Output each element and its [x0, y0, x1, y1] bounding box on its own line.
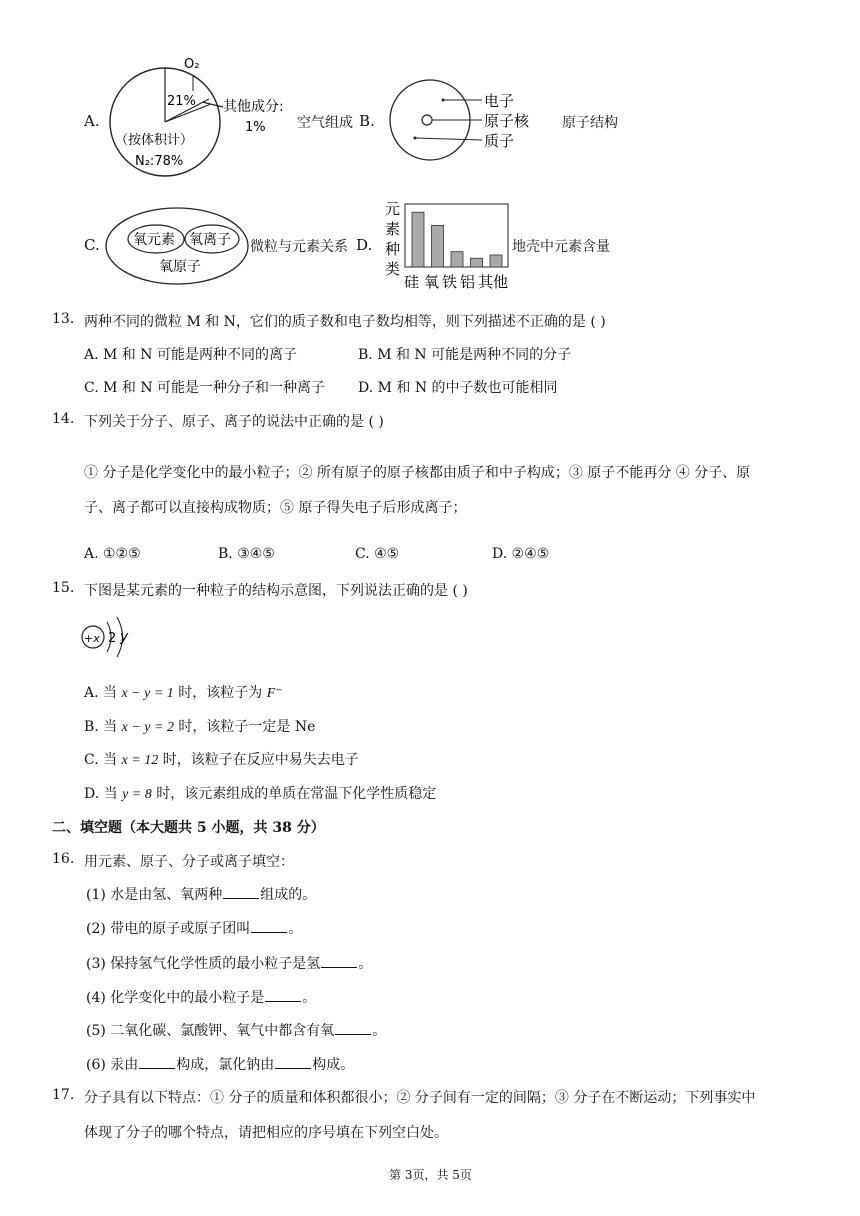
q14-option-c: C. ④⑤ [355, 546, 400, 562]
q16-item-4: (4) 化学变化中的最小粒子是 。 [86, 987, 316, 1007]
chart-bar [432, 225, 444, 267]
oxygen-atom-label: 氧原子 [159, 259, 201, 275]
chart-x-tick-label: 其他 [478, 273, 509, 291]
q13-option-c: C. M 和 N 可能是一种分子和一种离子 [84, 380, 326, 396]
q16-stem: 用元素、原子、分子或离子填空： [84, 854, 294, 870]
answer-blank[interactable] [275, 1054, 311, 1069]
q16-item-3: (3) 保持氢气化学性质的最小粒子是氢 。 [86, 953, 372, 973]
q15-number: 15. [52, 580, 75, 596]
q14-statements-line2: 子、离子都可以直接构成物质；⑤ 原子得失电子后形成离子； [84, 500, 467, 516]
o2-percent: 21% [167, 94, 196, 109]
chart-bars [412, 212, 502, 267]
q14-stem: 下列关于分子、原子、离子的说法中正确的是 ( ) [84, 414, 384, 430]
option-d-caption: 地壳中元素含量 [512, 239, 610, 255]
answer-blank[interactable] [265, 987, 301, 1002]
chart-ylabel-char: 元 [385, 200, 401, 218]
option-a-caption: 空气组成 [297, 115, 353, 131]
electron-label: 电子 [484, 92, 515, 110]
q17-line1: 分子具有以下特点：① 分子的质量和体积都很小；② 分子间有一定的间隔；③ 分子在不断运动；下列事实中 [84, 1090, 756, 1106]
q16-item-6: (6) 汞由 构成，氯化钠由 构成。 [86, 1054, 354, 1074]
q13-option-d: D. M 和 N 的中子数也可能相同 [358, 380, 558, 396]
q14-number: 14. [52, 411, 75, 427]
particle-structure-diagram [80, 612, 150, 662]
nucleus-label: 原子核 [484, 112, 530, 130]
chart-bar [471, 258, 483, 267]
oxygen-element-label: 氧元素 [133, 232, 175, 248]
chart-ylabel [385, 200, 400, 278]
q13-number: 13. [52, 311, 75, 327]
chart-ylabel-char: 种 [385, 240, 401, 258]
option-c-label: C. [84, 236, 100, 254]
answer-blank[interactable] [139, 1054, 175, 1069]
q16-item-2: (2) 带电的原子或原子团叫 。 [86, 918, 302, 938]
q15-option-b: B. 当 x − y = 2 时，该粒子一定是 Ne [84, 719, 316, 735]
q13-option-a: A. M 和 N 可能是两种不同的离子 [84, 347, 297, 363]
chart-bar [490, 255, 502, 267]
shell1-electrons: 2 [108, 631, 117, 646]
n2-label: N₂:78% [135, 154, 184, 169]
q15-option-a: A. 当 x − y = 1 时，该粒子为 F⁻ [84, 685, 283, 701]
option-a-label: A. [84, 112, 100, 130]
particle-element-relation-diagram [104, 205, 250, 287]
q17-line2: 体现了分子的哪个特点，请把相应的序号填在下列空白处。 [84, 1125, 448, 1141]
chart-x-tick-label: 铝 [460, 273, 476, 291]
shell2-electrons: y [120, 629, 129, 645]
option-c-caption: 微粒与元素关系 [250, 239, 348, 255]
o2-label: O₂ [184, 57, 200, 72]
chart-x-tick-label: 硅 [404, 273, 420, 291]
chart-ylabel-char: 类 [385, 260, 401, 278]
q14-option-a: A. ①②⑤ [84, 546, 141, 562]
other-components-label: 其他成分: [223, 99, 284, 115]
q13-stem: 两种不同的微粒 M 和 N，它们的质子数和电子数均相等，则下列描述不正确的是 ( ) [84, 314, 606, 330]
q14-statements-line1: ① 分子是化学变化中的最小粒子；② 所有原子的原子核都由质子和中子构成；③ 原子不能再分 ④ 分子、原 [84, 465, 751, 481]
answer-blank[interactable] [223, 884, 259, 899]
air-composition-pie [105, 55, 300, 185]
q17-number: 17. [52, 1087, 75, 1103]
section-heading: 二、填空题（本大题共 5 小题，共 38 分） [52, 820, 325, 836]
oxygen-ion-label: 氧离子 [189, 232, 231, 248]
other-percent: 1% [245, 120, 266, 135]
chart-bar [451, 252, 463, 267]
atom-structure-diagram [380, 78, 560, 160]
q14-option-d: D. ②④⑤ [492, 546, 550, 562]
proton-label: 质子 [484, 132, 515, 150]
chart-bar [412, 212, 424, 267]
option-b-label: B. [359, 112, 375, 130]
option-b-caption: 原子结构 [562, 115, 618, 131]
q16-item-5: (5) 二氧化碳、氯酸钾、氧气中都含有氧 。 [86, 1020, 386, 1040]
by-volume-label: （按体积计） [115, 133, 194, 148]
answer-blank[interactable] [335, 1020, 371, 1035]
q15-option-d: D. 当 y = 8 时，该元素组成的单质在常温下化学性质稳定 [84, 786, 437, 802]
chart-x-ticks [404, 273, 508, 291]
page-footer: 第 3页，共 5页 [389, 1168, 472, 1182]
q13-option-b: B. M 和 N 可能是两种不同的分子 [358, 347, 572, 363]
option-d-label: D. [356, 236, 373, 254]
q16-item-1: (1) 水是由氢、氧两种 组成的。 [86, 884, 316, 904]
answer-blank[interactable] [321, 953, 357, 968]
q15-option-c: C. 当 x = 12 时，该粒子在反应中易失去电子 [84, 752, 359, 768]
q16-number: 16. [52, 851, 75, 867]
nucleus-charge: +x [84, 632, 100, 645]
answer-blank[interactable] [251, 918, 287, 933]
chart-x-tick-label: 氧 [424, 273, 440, 291]
crust-element-chart [380, 196, 510, 292]
chart-x-tick-label: 铁 [442, 273, 458, 291]
chart-ylabel-char: 素 [385, 220, 401, 238]
q15-stem: 下图是某元素的一种粒子的结构示意图，下列说法正确的是 ( ) [84, 583, 468, 599]
q14-option-b: B. ③④⑤ [218, 546, 275, 562]
